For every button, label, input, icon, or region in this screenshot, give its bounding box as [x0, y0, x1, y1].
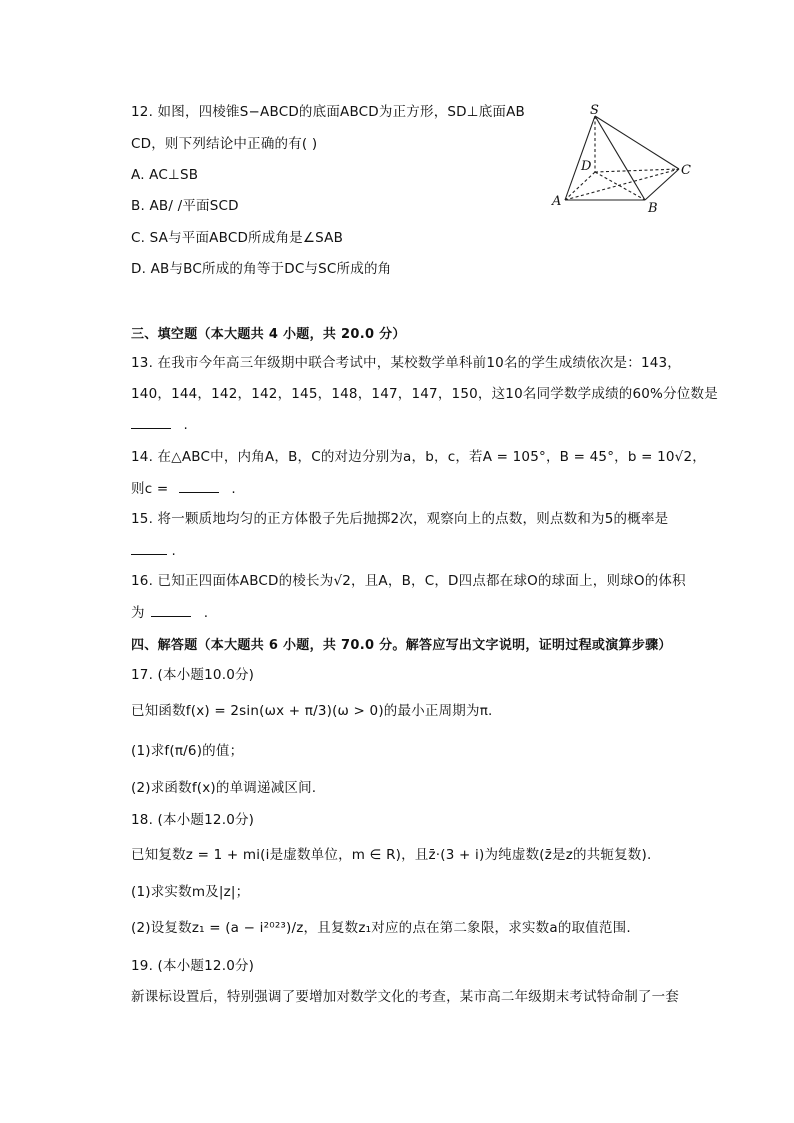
q14-line1: 14. 在△ABC中，内角A，B，C的对边分别为a，b，c，若A = 105°，B = 45°，b = 10√2， — [131, 449, 706, 465]
q15-line1: 15. 将一颗质地均匀的正方体骰子先后抛掷2次，观察向上的点数，则点数和为5的概率是 — [131, 511, 669, 527]
q12-option-c: C. SA与平面ABCD所成角是∠SAB — [131, 230, 344, 246]
q13-line1: 13. 在我市今年高三年级期中联合考试中，某校数学单科前10名的学生成绩依次是：143， — [131, 355, 682, 371]
q12-stem-line1: 12. 如图，四棱锥S−ABCD的底面ABCD为正方形，SD⊥底面AB — [131, 104, 526, 120]
diagonal-DB — [595, 172, 645, 200]
q16-answer-blank — [151, 602, 191, 617]
label-A: A — [552, 194, 562, 209]
q16-line1: 16. 已知正四面体ABCD的棱长为√2，且A，B，C，D四点都在球O的球面上，则球O的体积 — [131, 573, 686, 589]
q17-part1: (1)求f(π/6)的值； — [131, 743, 244, 759]
q19-header: 19. (本小题12.0分) — [131, 958, 255, 974]
section4-title: 四、解答题（本大题共 6 小题，共 70.0 分。解答应写出文字说明，证明过程或演算步骤） — [131, 638, 672, 653]
q15-period: . — [171, 543, 176, 559]
q12-stem-line2: CD，则下列结论中正确的有( ) — [131, 136, 318, 152]
label-C: C — [681, 163, 691, 178]
q14-answer-blank — [179, 478, 219, 493]
q16-period: . — [203, 605, 209, 621]
edge-SA — [565, 116, 595, 200]
q12-option-b: B. AB/ /平面SCD — [131, 198, 239, 214]
q18-stem: 已知复数z = 1 + mi(i是虚数单位，m ∈ R)，且z̄·(3 + i)为纯虚数(z̄是z的共轭复数). — [131, 847, 652, 863]
edge-SB — [595, 116, 645, 200]
edge-DC — [595, 169, 679, 172]
q17-stem: 已知函数f(x) = 2sin(ωx + π/3)(ω > 0)的最小正周期为π. — [131, 703, 493, 719]
label-D: D — [581, 159, 592, 174]
q13-answer-blank — [131, 414, 171, 429]
q18-part1: (1)求实数m及|z|； — [131, 884, 250, 900]
q17-header: 17. (本小题10.0分) — [131, 667, 255, 683]
q18-header: 18. (本小题12.0分) — [131, 812, 255, 828]
q13-answer-line — [131, 414, 188, 435]
section3-title: 三、填空题（本大题共 4 小题，共 20.0 分） — [131, 327, 406, 342]
q12-option-d: D. AB与BC所成的角等于DC与SC所成的角 — [131, 261, 392, 277]
edge-SC — [595, 116, 679, 169]
q19-stem: 新课标设置后，特别强调了要增加对数学文化的考查，某市高二年级期末考试特命制了一套 — [131, 989, 679, 1005]
label-S: S — [590, 104, 599, 118]
q17-part2: (2)求函数f(x)的单调递减区间. — [131, 780, 317, 796]
q18-part2: (2)设复数z₁ = (a − i²⁰²³)/z，且复数z₁对应的点在第二象限，求实数a的取值范围. — [131, 920, 631, 936]
q12-option-a: A. AC⊥SB — [131, 167, 199, 183]
q13-line2: 140，144，142，142，145，148，147，147，150，这10名同学数学成绩的60%分位数是 — [131, 386, 718, 402]
q16-line2 — [131, 602, 208, 623]
q13-period: . — [183, 417, 188, 433]
q14-c-label: 则c = — [131, 481, 169, 497]
pyramid-figure — [545, 104, 695, 219]
q15-line2 — [131, 540, 176, 561]
q14-line2 — [131, 478, 236, 499]
q14-period: . — [231, 481, 236, 497]
label-B: B — [648, 201, 658, 216]
q15-answer-blank — [131, 540, 167, 555]
q16-prefix: 为 — [131, 605, 145, 621]
